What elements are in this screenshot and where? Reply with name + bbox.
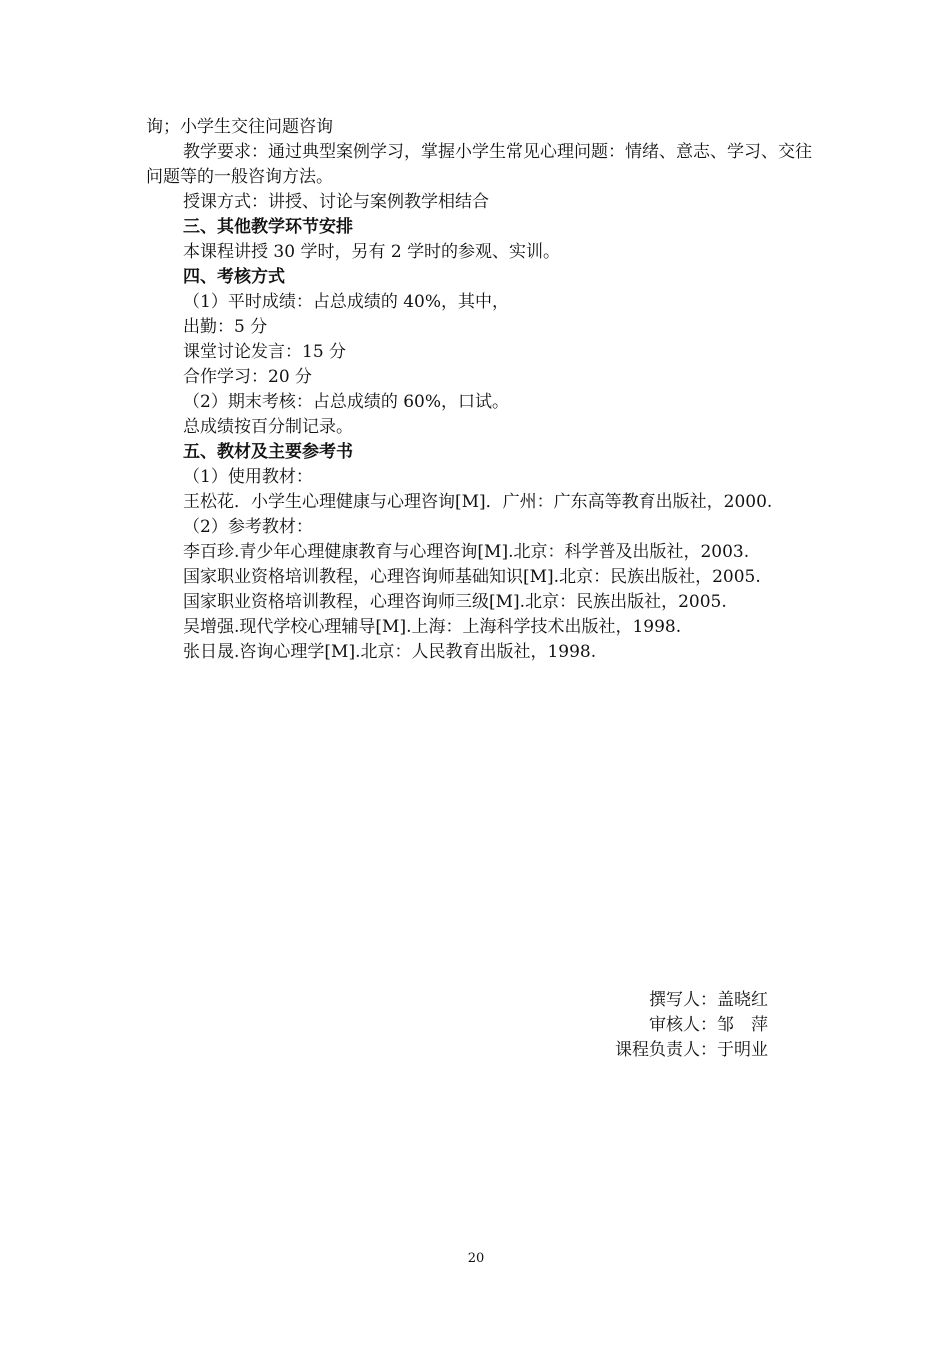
document-body bbox=[146, 115, 816, 665]
text-line: 出勤：5 分 bbox=[183, 317, 268, 337]
text-line: （2）参考教材： bbox=[183, 517, 313, 537]
writer-signature: 撰写人：盖晓红 bbox=[649, 990, 768, 1010]
section-heading-5: 五、教材及主要参考书 bbox=[183, 442, 353, 462]
text-line: （2）期末考核：占总成绩的 60%，口试。 bbox=[183, 392, 510, 412]
teaching-method: 授课方式：讲授、讨论与案例教学相结合 bbox=[183, 192, 489, 212]
course-lead-signature: 课程负责人：于明业 bbox=[615, 1040, 768, 1060]
reference-item: 张日晟.咨询心理学[M].北京：人民教育出版社，1998. bbox=[183, 642, 597, 662]
text-line: 课堂讨论发言：15 分 bbox=[183, 342, 347, 362]
reference-item: 国家职业资格培训教程，心理咨询师三级[M].北京：民族出版社，2005. bbox=[183, 592, 727, 612]
text-line: 询；小学生交往问题咨询 bbox=[146, 117, 333, 137]
teaching-requirements: 教学要求：通过典型案例学习，掌握小学生常见心理问题：情绪、意志、学习、交往问题等的一般咨询方法。 bbox=[146, 142, 812, 187]
text-line: （1）使用教材： bbox=[183, 467, 313, 487]
textbook-entry: 王松花．小学生心理健康与心理咨询[M]．广州：广东高等教育出版社，2000. bbox=[183, 492, 773, 512]
text-line: 本课程讲授 30 学时，另有 2 学时的参观、实训。 bbox=[183, 242, 561, 262]
signature-block bbox=[520, 988, 768, 1063]
reference-item: 李百珍.青少年心理健康教育与心理咨询[M].北京：科学普及出版社，2003. bbox=[183, 542, 750, 562]
text-line: （1）平时成绩：占总成绩的 40%，其中， bbox=[183, 292, 510, 312]
section-heading-4: 四、考核方式 bbox=[183, 267, 285, 287]
page-number: 20 bbox=[467, 1251, 485, 1266]
reference-item: 吴增强.现代学校心理辅导[M].上海：上海科学技术出版社，1998. bbox=[183, 617, 682, 637]
text-line: 总成绩按百分制记录。 bbox=[183, 417, 353, 437]
reviewer-signature: 审核人：邹 萍 bbox=[649, 1015, 768, 1035]
section-heading-3: 三、其他教学环节安排 bbox=[183, 217, 353, 237]
text-line: 合作学习：20 分 bbox=[183, 367, 313, 387]
reference-item: 国家职业资格培训教程，心理咨询师基础知识[M].北京：民族出版社，2005. bbox=[183, 567, 761, 587]
